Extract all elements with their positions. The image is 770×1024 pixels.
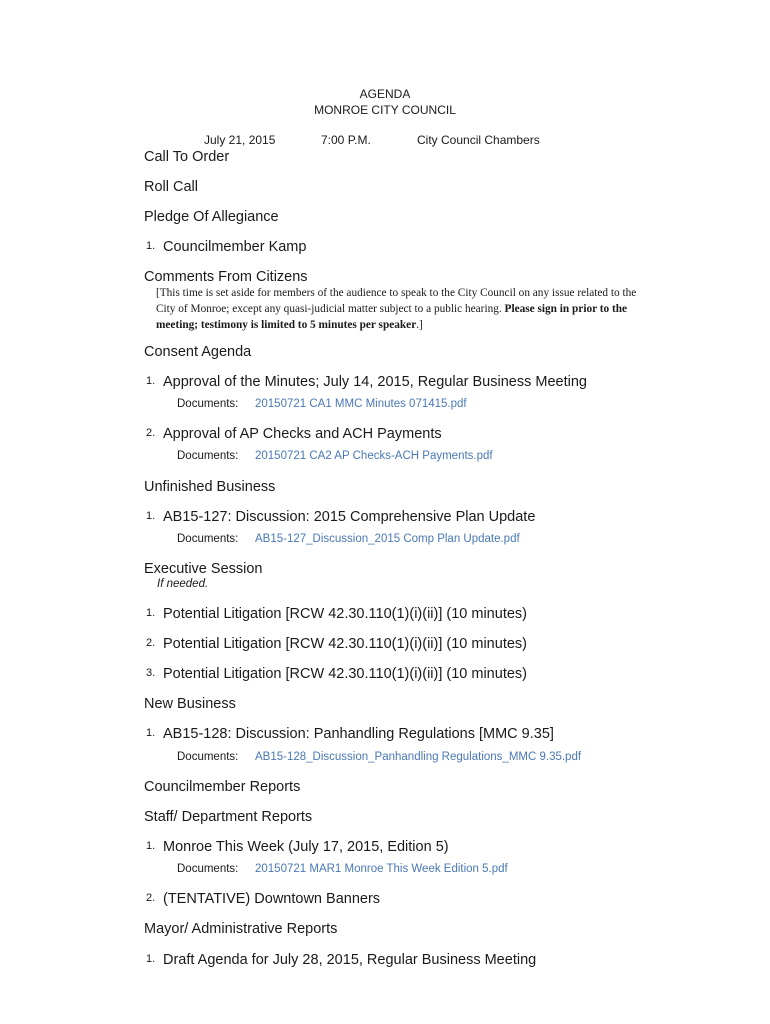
section-unfinished: Unfinished Business [144, 479, 276, 495]
meeting-date: July 21, 2015 [204, 133, 276, 147]
item-number: 1. [146, 840, 156, 852]
item-number: 1. [146, 727, 156, 739]
executive-item-3: Potential Litigation [RCW 42.30.110(1)(i)(ii)] (10 minutes) [163, 666, 527, 682]
meeting-time: 7:00 P.M. [321, 133, 371, 147]
section-staff-reports: Staff/ Department Reports [144, 809, 313, 825]
section-comments: Comments From Citizens [144, 269, 308, 285]
document-link[interactable]: 20150721 CA1 MMC Minutes 071415.pdf [255, 398, 467, 410]
section-call-to-order: Call To Order [144, 149, 230, 165]
documents-label: Documents: [177, 450, 239, 462]
consent-item-ap-checks: Approval of AP Checks and ACH Payments [163, 426, 442, 442]
item-number: 1. [146, 607, 156, 619]
document-link[interactable]: 20150721 MAR1 Monroe This Week Edition 5.pdf [255, 863, 508, 875]
documents-label: Documents: [177, 751, 239, 763]
item-number: 2. [146, 427, 156, 439]
section-roll-call: Roll Call [144, 179, 198, 195]
section-executive: Executive Session [144, 561, 263, 577]
mayor-item-draft-agenda: Draft Agenda for July 28, 2015, Regular Business Meeting [163, 952, 537, 968]
item-number: 1. [146, 240, 156, 252]
comments-note-text: [This time is set aside for members of the audience to speak to the City Council on any issue related to the City of Monroe; except any quasi-judicial matter subject to a public hearing. [156, 287, 637, 315]
document-link[interactable]: AB15-127_Discussion_2015 Comp Plan Update.pdf [255, 533, 520, 545]
documents-label: Documents: [177, 863, 239, 875]
section-consent: Consent Agenda [144, 344, 252, 360]
staff-item-banners: (TENTATIVE) Downtown Banners [163, 891, 381, 907]
item-number: 1. [146, 953, 156, 965]
agenda-title: AGENDA [359, 87, 411, 101]
document-link[interactable]: 20150721 CA2 AP Checks-ACH Payments.pdf [255, 450, 493, 462]
comments-note [156, 285, 656, 333]
documents-label: Documents: [177, 533, 239, 545]
executive-item-2: Potential Litigation [RCW 42.30.110(1)(i)(ii)] (10 minutes) [163, 636, 527, 652]
executive-item-1: Potential Litigation [RCW 42.30.110(1)(i)(ii)] (10 minutes) [163, 606, 527, 622]
section-mayor-reports: Mayor/ Administrative Reports [144, 921, 338, 937]
document-link[interactable]: AB15-128_Discussion_Panhandling Regulations_MMC 9.35.pdf [255, 751, 582, 763]
comments-note-bold: Please sign in prior to the meeting; testimony is limited to 5 minutes per speaker [156, 303, 628, 331]
pledge-item: Councilmember Kamp [163, 239, 307, 255]
executive-note: If needed. [157, 578, 209, 590]
item-number: 3. [146, 667, 156, 679]
section-council-reports: Councilmember Reports [144, 779, 301, 795]
documents-label: Documents: [177, 398, 239, 410]
comments-note-end: .] [416, 319, 423, 331]
item-number: 1. [146, 510, 156, 522]
meeting-location: City Council Chambers [417, 133, 540, 147]
item-number: 2. [146, 892, 156, 904]
new-item-panhandling: AB15-128: Discussion: Panhandling Regulations [MMC 9.35] [163, 726, 554, 742]
section-new-business: New Business [144, 696, 236, 712]
item-number: 1. [146, 375, 156, 387]
consent-item-minutes: Approval of the Minutes; July 14, 2015, Regular Business Meeting [163, 374, 587, 390]
item-number: 2. [146, 637, 156, 649]
unfinished-item-plan: AB15-127: Discussion: 2015 Comprehensive Plan Update [163, 509, 536, 525]
section-pledge: Pledge Of Allegiance [144, 209, 279, 225]
staff-item-monroe-week: Monroe This Week (July 17, 2015, Edition 5) [163, 839, 449, 855]
council-name: MONROE CITY COUNCIL [314, 103, 456, 117]
